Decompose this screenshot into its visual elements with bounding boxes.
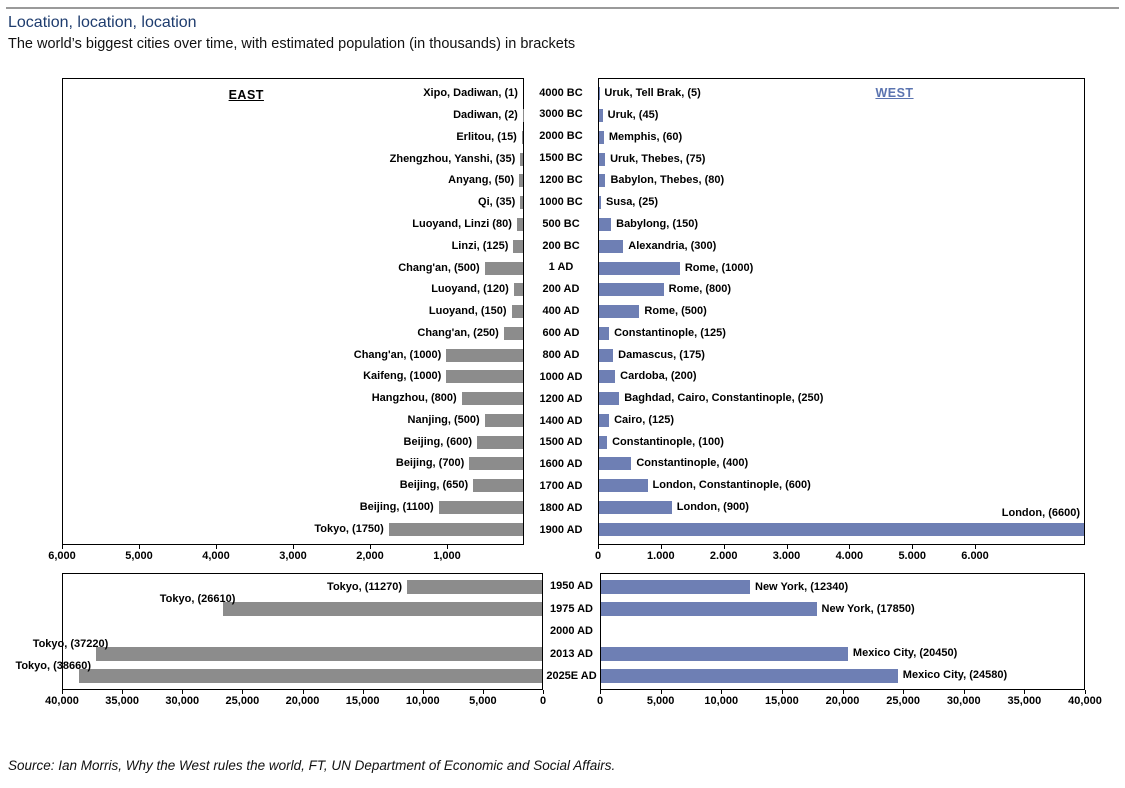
bar-row-west [601, 576, 1084, 598]
era-label: 1 AD [548, 261, 574, 274]
era-row [524, 388, 598, 410]
bar-row-west [599, 344, 1084, 366]
axis-tick-label: 10,000 [704, 695, 739, 707]
axis-tick-label: 10,000 [405, 695, 440, 707]
bar-west [599, 349, 613, 362]
bar-row-west [601, 598, 1084, 620]
bar-label: Dadiwan, (2) [453, 109, 518, 122]
bar-row-east [63, 366, 523, 388]
bar-row-west [599, 257, 1084, 279]
era-row [524, 410, 598, 432]
axis-tick [782, 690, 783, 694]
bar-label: London, Constantinople, (600) [652, 479, 811, 492]
bar-label: Alexandria, (300) [628, 239, 717, 252]
bar-label: Tokyo, (1750) [314, 522, 384, 535]
east-bar-rows-modern [15, 574, 542, 689]
west-panel-box [598, 78, 1085, 545]
bar-west [599, 523, 1084, 536]
axis-tick [975, 545, 976, 549]
axis-tick [483, 690, 484, 694]
west-header: WEST [875, 86, 914, 100]
era-row [524, 213, 598, 235]
bar-row-west [599, 214, 1084, 236]
axis-tick-label: 40,000 [1068, 695, 1102, 707]
bar-row-west [599, 170, 1084, 192]
bar-west [601, 602, 817, 616]
bar-label: Mexico City, (24580) [902, 669, 1008, 682]
bar-label: Uruk, Tell Brak, (5) [604, 87, 701, 100]
bar-east [520, 153, 523, 166]
west-bar-rows-modern [601, 574, 1084, 689]
era-labels [524, 78, 598, 545]
east-panel-box [62, 78, 524, 545]
axis-tick [62, 545, 63, 549]
bar-west [599, 240, 623, 253]
bar-east [513, 240, 523, 253]
bar-west [599, 436, 607, 449]
era-label: 2000 AD [549, 625, 593, 638]
bar-west [599, 457, 631, 470]
bar-label: Cardoba, (200) [620, 370, 697, 383]
axis-tick-label: 5.000 [898, 550, 926, 562]
axis-tick-label: 5,000 [469, 695, 497, 707]
axis-tick [661, 690, 662, 694]
bar-row-west [599, 409, 1084, 431]
era-label: 1000 BC [539, 195, 583, 208]
bar-row-west [599, 507, 1084, 540]
era-row [543, 665, 600, 688]
bar-row-west [599, 279, 1084, 301]
bar-row-west [599, 322, 1084, 344]
axis-tick-label: 3,000 [279, 550, 307, 562]
bar-label: Baghdad, Cairo, Constantinople, (250) [624, 392, 824, 405]
bar-label: Nanjing, (500) [407, 413, 480, 426]
era-row [524, 279, 598, 301]
bar-label: Beijing, (700) [395, 457, 465, 470]
axis-tick [787, 545, 788, 549]
axis-tick [1085, 690, 1086, 694]
axis-tick-label: 15,000 [345, 695, 380, 707]
era-label: 1700 AD [539, 480, 583, 493]
east-bar-rows [63, 79, 523, 544]
bar-row-east [63, 344, 523, 366]
axis-tick-label: 3.000 [772, 550, 801, 562]
axis-tick-label: 20,000 [825, 695, 860, 707]
era-label: 1500 BC [539, 152, 583, 165]
west-x-axis [594, 545, 1085, 567]
bar-row-east [63, 192, 523, 214]
era-labels-modern [543, 573, 600, 690]
bar-label: Luoyand, (120) [431, 283, 509, 296]
era-label: 600 AD [542, 327, 580, 340]
bar-row-east [63, 279, 523, 301]
axis-tick [1024, 690, 1025, 694]
era-row [543, 643, 600, 666]
bar-west [601, 647, 848, 661]
bar-west [599, 479, 648, 492]
axis-tick-label: 35,000 [105, 695, 139, 707]
bar-row-east [63, 620, 542, 642]
page-title: Location, location, location [8, 14, 197, 31]
axis-tick [139, 545, 140, 549]
top-divider-rule [6, 7, 1119, 9]
bar-east [389, 523, 523, 536]
axis-tick [423, 690, 424, 694]
bar-label: Susa, (25) [606, 196, 658, 209]
bar-label: Constantinople, (400) [636, 457, 749, 470]
bar-row-east [63, 593, 542, 620]
bar-row-east [63, 127, 523, 149]
era-label: 200 BC [542, 239, 580, 252]
bar-row-east [63, 214, 523, 236]
bar-label: Constantinople, (125) [614, 326, 726, 339]
bar-east [439, 501, 523, 514]
axis-tick [721, 690, 722, 694]
bar-row-west [599, 235, 1084, 257]
east-panel-box-modern [15, 573, 543, 690]
bar-east [462, 392, 523, 405]
bar-row-west [601, 643, 1084, 665]
bar-label: Uruk, (45) [607, 109, 659, 122]
axis-tick-label: 2.000 [709, 550, 738, 562]
axis-tick-label: 0 [539, 695, 547, 707]
bar-row-west [599, 301, 1084, 323]
bar-label: Chang'an, (1000) [353, 348, 442, 361]
axis-tick-label: 25,000 [225, 695, 260, 707]
bar-row-west [599, 366, 1084, 388]
bar-label: Qi, (35) [478, 196, 516, 209]
era-axis-column [524, 78, 598, 545]
bar-row-east [63, 235, 523, 257]
bar-east [519, 174, 523, 187]
bar-west [599, 283, 664, 296]
bar-row-west [599, 148, 1084, 170]
axis-tick [447, 545, 448, 549]
era-label: 1500 AD [539, 436, 583, 449]
bar-row-west [599, 453, 1084, 475]
axis-tick-label: 5,000 [646, 695, 675, 707]
bar-label: Rome, (1000) [684, 261, 754, 274]
bar-west [601, 669, 898, 683]
axis-tick-label: 6.000 [961, 550, 989, 562]
era-row [524, 301, 598, 323]
bar-east [473, 479, 523, 492]
bar-label: New York, (17850) [821, 602, 915, 615]
bar-east [517, 218, 523, 231]
era-label: 2000 BC [539, 130, 583, 143]
bar-label: Xipo, Dadiwan, (1) [423, 87, 518, 100]
bar-label: Rome, (800) [668, 283, 732, 296]
era-row [524, 454, 598, 476]
bar-label: Luoyand, Linzi (80) [412, 217, 512, 230]
era-label: 500 BC [542, 217, 580, 230]
era-label: 1900 AD [539, 523, 583, 536]
era-row [524, 322, 598, 344]
chart-section-ancient [48, 78, 1085, 562]
era-row [524, 148, 598, 170]
bar-label: London, (900) [676, 500, 749, 513]
east-x-axis [48, 545, 524, 567]
axis-tick [964, 690, 965, 694]
axis-tick [62, 690, 63, 694]
era-label: 1000 AD [539, 370, 583, 383]
bar-row-west [599, 105, 1084, 127]
bar-row-east [63, 83, 523, 105]
bar-row-east [63, 322, 523, 344]
era-axis-column-modern [543, 573, 600, 690]
bar-row-west [599, 431, 1084, 453]
chart-section-modern [15, 573, 1102, 707]
era-row [524, 366, 598, 388]
era-label: 1200 AD [539, 392, 583, 405]
axis-tick-label: 20,000 [285, 695, 320, 707]
axis-tick [849, 545, 850, 549]
bar-label: Beijing, (650) [399, 479, 469, 492]
bar-label: Constantinople, (100) [612, 435, 724, 448]
bar-east [512, 305, 524, 318]
bar-west [599, 327, 609, 340]
axis-tick-label: 0 [594, 550, 602, 562]
bar-west [599, 392, 619, 405]
bar-row-east [63, 105, 523, 127]
bar-row-east [63, 148, 523, 170]
era-label: 400 AD [542, 305, 580, 318]
era-row [524, 235, 598, 257]
bar-label: Chang'an, (500) [398, 261, 480, 274]
axis-tick [903, 690, 904, 694]
bar-east [223, 602, 542, 616]
bar-label: Memphis, (60) [608, 130, 683, 143]
bar-label: Kaifeng, (1000) [363, 370, 442, 383]
axis-tick [598, 545, 599, 549]
axis-tick [216, 545, 217, 549]
bar-label: Zhengzhou, Yanshi, (35) [389, 152, 516, 165]
axis-tick-label: 2,000 [356, 550, 384, 562]
era-row [524, 104, 598, 126]
era-label: 1400 AD [539, 414, 583, 427]
bar-east [522, 131, 523, 144]
bar-label: Babylon, Thebes, (80) [610, 174, 725, 187]
axis-tick-label: 4,000 [202, 550, 230, 562]
bar-row-east [32, 637, 542, 665]
era-label: 1200 BC [539, 174, 583, 187]
era-label: 800 AD [542, 348, 580, 361]
east-header: EAST [228, 88, 264, 102]
axis-tick [724, 545, 725, 549]
bar-west [599, 370, 615, 383]
bar-row-east [15, 660, 542, 687]
bar-west [599, 414, 609, 427]
axis-tick [843, 690, 844, 694]
bar-row-east [63, 301, 523, 323]
axis-tick [912, 545, 913, 549]
bar-label: Tokyo, (38660) [15, 660, 92, 673]
bar-row-east [63, 453, 523, 475]
bar-east [485, 262, 523, 275]
axis-tick [661, 545, 662, 549]
era-row [543, 575, 600, 598]
axis-tick [363, 690, 364, 694]
axis-tick-label: 6,000 [48, 550, 76, 562]
era-row [543, 598, 600, 621]
bar-label: Chang'an, (250) [417, 326, 499, 339]
bar-west [599, 262, 680, 275]
bar-east [407, 580, 542, 594]
bar-label: Tokyo, (37220) [32, 637, 109, 650]
era-row [524, 191, 598, 213]
era-row [524, 257, 598, 279]
era-label: 1600 AD [539, 458, 583, 471]
west-bar-rows [599, 79, 1084, 544]
era-label: 3000 BC [539, 108, 583, 121]
axis-tick-label: 15,000 [765, 695, 799, 707]
bar-east [520, 196, 523, 209]
bar-row-east [63, 431, 523, 453]
bar-row-east [63, 409, 523, 431]
bar-label: Mexico City, (20450) [852, 647, 958, 660]
bar-east [504, 327, 523, 340]
axis-tick-label: 30,000 [165, 695, 200, 707]
bar-east [446, 370, 523, 383]
bar-west [599, 305, 639, 318]
bar-label: London, (6600) [1001, 507, 1080, 520]
bar-west [599, 218, 611, 231]
era-label: 4000 BC [539, 86, 583, 99]
era-row [524, 519, 598, 541]
axis-tick-label: 5,000 [125, 550, 153, 562]
era-label: 1950 AD [549, 579, 593, 592]
bar-row-west [599, 83, 1084, 105]
axis-tick-label: 35,000 [1007, 695, 1042, 707]
bar-east [96, 647, 542, 661]
era-row [524, 497, 598, 519]
bar-east [477, 436, 523, 449]
bar-east [514, 283, 523, 296]
bar-west [601, 580, 750, 594]
bar-row-west [599, 192, 1084, 214]
era-label: 1800 AD [539, 501, 583, 514]
axis-tick [242, 690, 243, 694]
axis-tick-label: 0 [596, 695, 604, 707]
axis-tick-label: 1.000 [647, 550, 675, 562]
bar-east [79, 669, 542, 683]
axis-tick [303, 690, 304, 694]
bar-label: Damascus, (175) [618, 348, 705, 361]
bar-label: Cairo, (125) [614, 413, 675, 426]
bar-east [446, 349, 523, 362]
bar-label: Erlitou, (15) [456, 130, 517, 143]
page-subtitle: The world’s biggest cities over time, with estimated population (in thousands) in brackets [8, 36, 576, 52]
axis-tick [122, 690, 123, 694]
bar-label: Beijing, (600) [403, 435, 472, 448]
bar-label: Linzi, (125) [451, 239, 509, 252]
bar-label: New York, (12340) [755, 580, 849, 593]
era-label: 200 AD [542, 283, 580, 296]
axis-tick [182, 690, 183, 694]
bar-label: Beijing, (1100) [359, 500, 434, 513]
era-row [524, 344, 598, 366]
west-panel-box-modern [600, 573, 1085, 690]
bar-row-west [601, 620, 1084, 642]
west-x-axis-modern [596, 690, 1102, 712]
era-row [524, 475, 598, 497]
era-label: 2025E AD [546, 670, 597, 683]
axis-tick [600, 690, 601, 694]
bar-label: Hangzhou, (800) [371, 392, 457, 405]
era-row [524, 432, 598, 454]
bar-west [599, 501, 672, 514]
bar-row-west [599, 388, 1084, 410]
bar-label: Uruk, Thebes, (75) [610, 152, 706, 165]
bar-row-east [63, 170, 523, 192]
bar-row-east [63, 257, 523, 279]
bar-label: Babylong, (150) [616, 217, 699, 230]
axis-tick-label: 30,000 [946, 695, 981, 707]
axis-tick-label: 4.000 [835, 550, 864, 562]
bar-row-west [599, 127, 1084, 149]
bar-row-west [601, 665, 1084, 687]
axis-tick-label: 1,000 [433, 550, 461, 562]
era-row [524, 126, 598, 148]
bar-label: Rome, (500) [644, 305, 707, 318]
east-x-axis-modern [45, 690, 547, 712]
axis-tick-label: 40,000 [45, 695, 79, 707]
era-row [524, 169, 598, 191]
axis-tick [370, 545, 371, 549]
bar-row-east [63, 497, 523, 519]
axis-tick [293, 545, 294, 549]
bar-row-west [599, 475, 1084, 497]
era-label: 1975 AD [549, 602, 593, 615]
era-label: 2013 AD [549, 647, 593, 660]
era-row [543, 620, 600, 643]
era-row [524, 82, 598, 104]
axis-tick-label: 25,000 [886, 695, 920, 707]
axis-tick [543, 690, 544, 694]
bar-row-east [63, 475, 523, 497]
bar-row-east [63, 576, 542, 598]
bar-row-east [63, 388, 523, 410]
bar-east [485, 414, 523, 427]
bar-row-east [63, 518, 523, 540]
bar-label: Anyang, (50) [448, 174, 515, 187]
source-note: Source: Ian Morris, Why the West rules the world, FT, UN Department of Economic and Social Affairs. [8, 758, 616, 773]
bar-east [469, 457, 523, 470]
bar-label: Tokyo, (11270) [327, 580, 403, 593]
bar-label: Tokyo, (26610) [159, 593, 236, 606]
bar-label: Luoyand, (150) [428, 305, 507, 318]
